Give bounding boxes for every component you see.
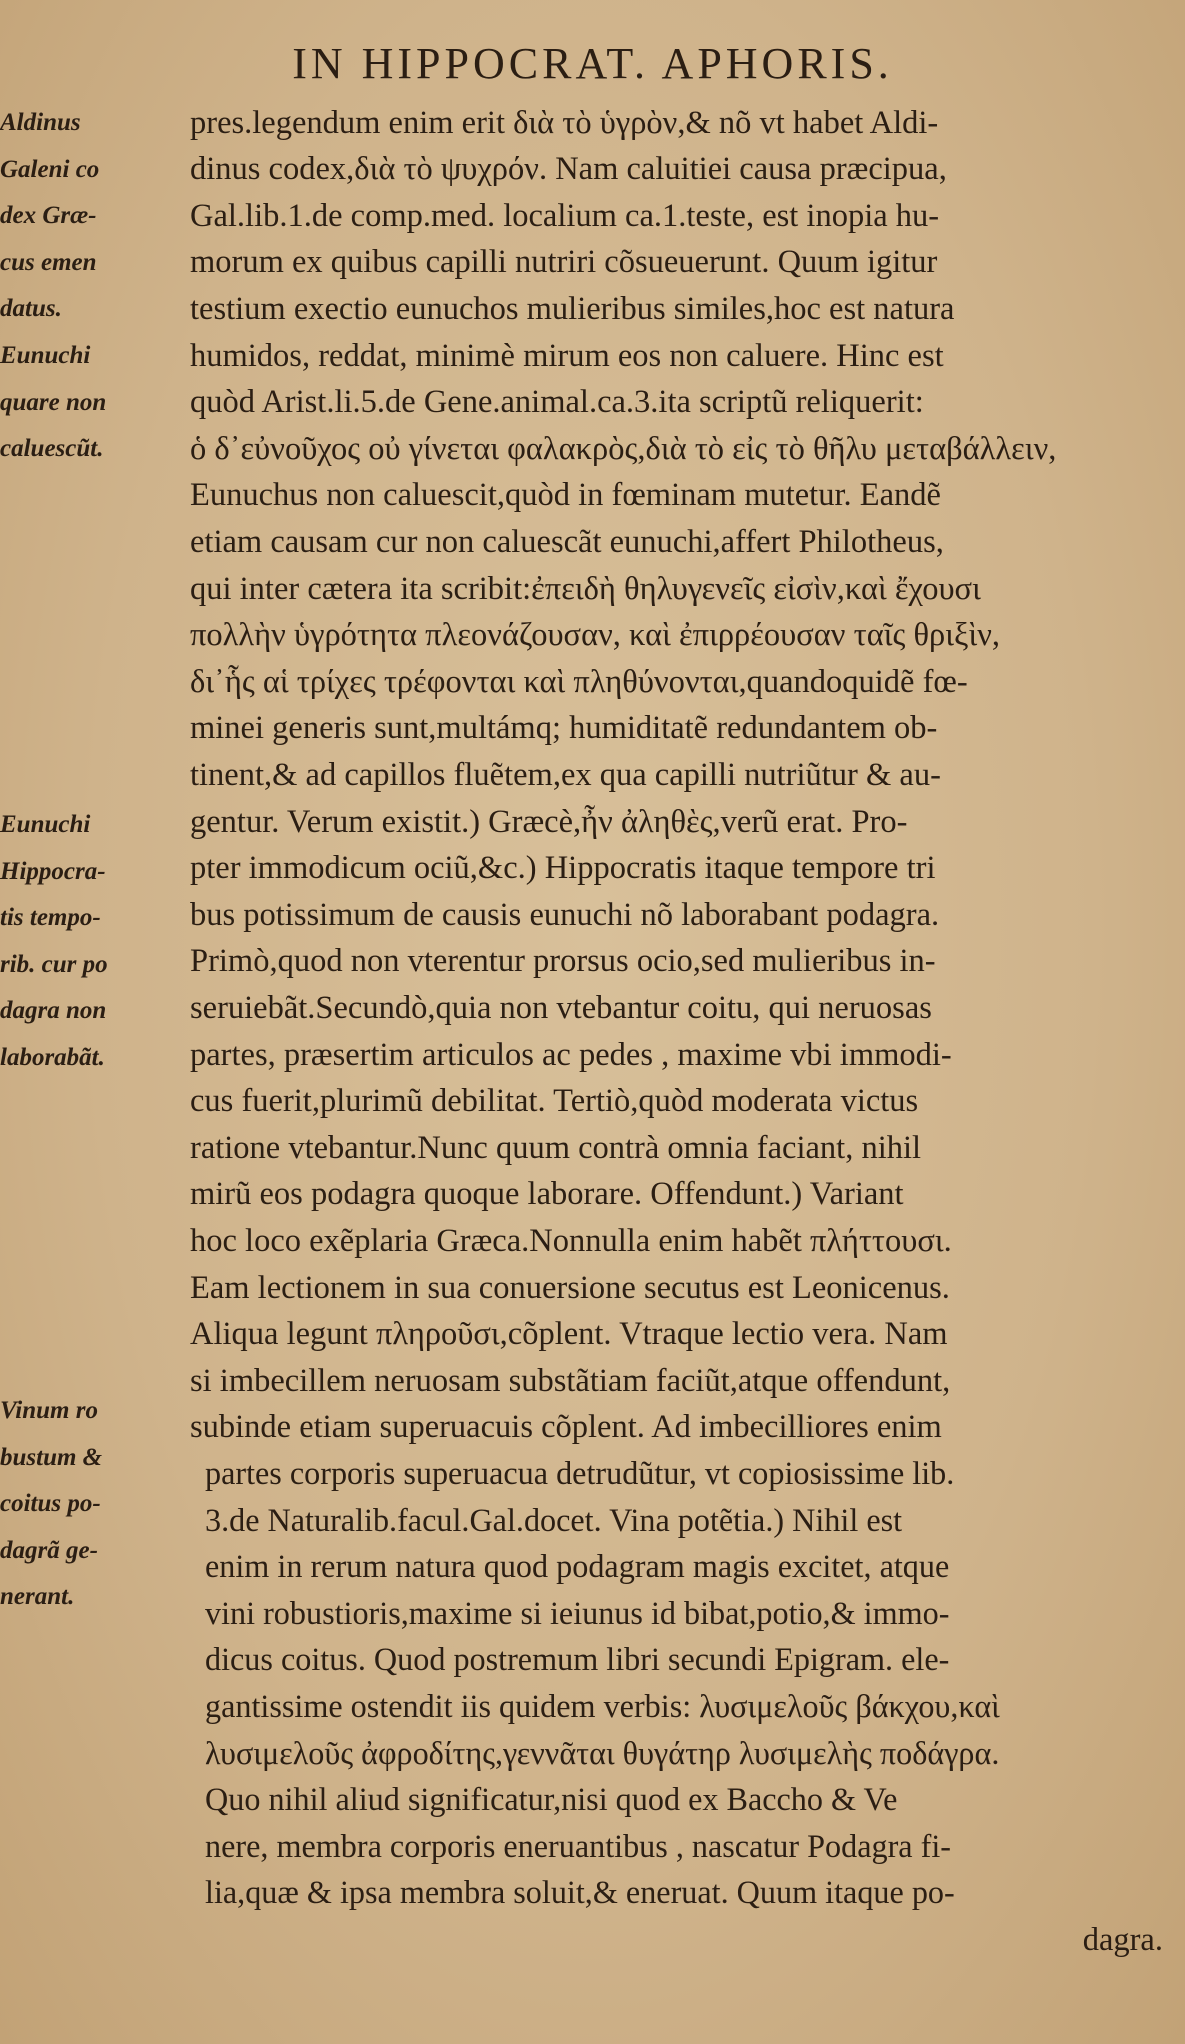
text-line: Quo nihil aliud significatur,nisi quod ex Baccho & Ve [205,1782,898,1818]
margin-note-line: Vinum ro [0,1397,98,1424]
running-title: IN HIPPOCRAT. APHORIS. [292,39,893,88]
text-line: vini robustioris,maxime si ieiunus id bibat,potio,& immo- [205,1596,950,1632]
margin-note-line: Aldinus [0,109,81,136]
text-line: si imbecillem neruosam substãtiam faciũt,atque offendunt, [190,1363,951,1399]
margin-note-line: dex Græ- [0,202,97,230]
text-line: δι᾽ἧς αἱ τρίχες τρέφονται καὶ πληθύνονται,quandoquidẽ fœ- [190,664,968,700]
margin-note-line: caluescũt. [0,435,104,463]
text-line: Gal.lib.1.de comp.med. localium ca.1.teste, est inopia hu- [190,198,940,234]
text-line: pter immodicum ociũ,&c.) Hippocratis itaque tempore tri [190,850,936,886]
margin-note-line: Eunuchi [0,811,91,838]
margin-note-eunuchi-caluescunt [0,333,175,473]
text-line: enim in rerum natura quod podagram magis excitet, atque [205,1549,950,1585]
catchword: dagra. [1082,1922,1163,1958]
margin-note-line: dagrã ge- [0,1536,98,1564]
text-line: subinde etiam superuacuis cõplent. Ad imbecilliores enim [190,1409,942,1445]
text-line: ὁ δ᾽εὐνοῦχος οὐ γίνεται φαλακρὸς,διὰ τὸ εἰς τὸ θῆλυ μεταβάλλειν, [190,431,1057,467]
text-line: dicus coitus. Quod postremum libri secundi Epigram. ele- [205,1642,950,1678]
margin-note-line: tis tempo- [0,904,101,932]
text-line: partes, præsertim articulos ac pedes , maxime vbi immodi- [190,1037,952,1073]
margin-note-line: cus emen [0,248,97,276]
text-line: hoc loco exẽplaria Græca.Nonnulla enim habẽt πλήττουσι. [190,1223,952,1259]
text-line: 3.de Naturalib.facul.Gal.docet. Vina potẽtia.) Nihil est [205,1503,903,1539]
text-line: nere, membra corporis eneruantibus , nascatur Podagra fi- [205,1829,951,1865]
text-line: λυσιμελοῦς ἀφροδίτης,γεννᾶται θυγάτηρ λυσιμελὴς ποδάγρα. [205,1736,1000,1772]
text-line: etiam causam cur non caluescãt eunuchi,affert Philotheus, [190,524,944,560]
text-line: cus fuerit,plurimũ debilitat. Tertiò,quòd moderata victus [190,1083,919,1119]
text-line: tinent,& ad capillos fluẽtem,ex qua capilli nutriũtur & au- [190,757,941,793]
text-line: humidos, reddat, minimè mirum eos non caluere. Hinc est [190,338,944,374]
text-line: qui inter cætera ita scribit:ἐπειδὴ θηλυγενεῖς εἰσὶν,καὶ ἔχουσι [190,571,981,607]
text-line: πολλὴν ὑγρότητα πλεονάζουσαν, καὶ ἐπιρρέουσαν ταῖς θριξὶν, [190,617,1001,653]
margin-note-line: Eunuchi [0,342,91,369]
text-line: dinus codex,διὰ τὸ ψυχρόν. Nam caluitiei causa præcipua, [190,151,947,187]
margin-note-eunuchi-podagra [0,802,175,1082]
margin-note-line: laborabãt. [0,1043,105,1071]
margin-note-line: Hippocra- [0,857,106,885]
margin-note-line: quare non [0,388,107,416]
text-line: Eam lectionem in sua conuersione secutus est Leonicenus. [190,1270,950,1306]
margin-note-line: Galeni co [0,155,100,183]
margin-note-line: datus. [0,295,62,323]
text-line: partes corporis superuacua detrudũtur, vt copiosissime lib. [205,1456,955,1492]
text-line: morum ex quibus capilli nutriri cõsueuerunt. Quum igitur [190,244,938,280]
margin-note-line: rib. cur po [0,950,108,978]
margin-note-line: nerant. [0,1583,75,1611]
margin-note-line: dagra non [0,997,107,1025]
text-line: gentur. Verum existit.) Græcè,ἦν ἀληθὲς,verũ erat. Pro- [190,804,908,840]
margin-note-vinum [0,1388,175,1621]
text-line: seruiebãt.Secundò,quia non vtebantur coitu, qui neruosas [190,990,932,1026]
text-line: ratione vtebantur.Nunc quum contrà omnia faciant, nihil [190,1130,922,1166]
margin-note-line: bustum & [0,1443,103,1471]
text-line: Aliqua legunt πληροῦσι,cõplent. Vtraque lectio vera. Nam [190,1316,948,1352]
text-line: testium exectio eunuchos mulieribus similes,hoc est natura [190,291,955,327]
text-line: bus potissimum de causis eunuchi nõ laborabant podagra. [190,897,940,933]
text-line: quòd Arist.li.5.de Gene.animal.ca.3.ita scriptũ reliquerit: [190,384,924,420]
text-line: Eunuchus non caluescit,quòd in fœminam mutetur. Eandẽ [190,477,941,513]
text-line: gantissime ostendit iis quidem verbis: λυσιμελοῦς βάκχου,καὶ [205,1689,1000,1725]
margin-note-line: coitus po- [0,1490,101,1518]
text-line: minei generis sunt,multámq; humiditatẽ redundantem ob- [190,710,938,746]
margin-note-aldinus [0,100,175,333]
text-line: pres.legendum enim erit διὰ τὸ ὑγρὸν,& nõ vt habet Aldi- [190,105,939,141]
text-line: Primò,quod non vterentur prorsus ocio,sed mulieribus in- [190,943,936,979]
text-line: lia,quæ & ipsa membra soluit,& eneruat. Quum itaque po- [205,1875,955,1911]
text-line: mirũ eos podagra quoque laborare. Offendunt.) Variant [190,1176,904,1212]
